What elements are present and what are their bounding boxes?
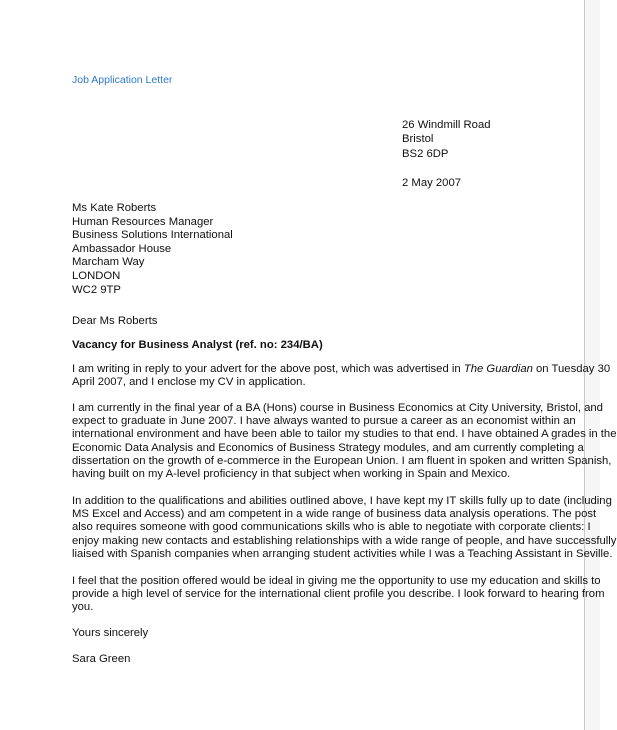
paragraph-3-line: In addition to the qualifications and abilities outlined above, I have kept my IT skills fully up to date (including xyxy=(72,495,612,507)
paragraph-2-line: having built on my A-level proficiency in that subject when working in Spain and Mexico. xyxy=(72,468,511,481)
paragraph-1-line-1 xyxy=(72,363,610,376)
sender-postcode: BS2 6DP xyxy=(402,147,449,160)
recipient-address xyxy=(72,202,233,297)
recipient-building: Ambassador House xyxy=(72,242,172,255)
paragraph-1-line-2: April 2007, and I enclose my CV in application. xyxy=(72,376,306,389)
paragraph-2-line: expect to graduate in June 2007. I have always wanted to pursue a career as an economist within an xyxy=(72,415,576,428)
paragraph-4 xyxy=(72,575,605,615)
recipient-street: Marcham Way xyxy=(72,256,145,269)
recipient-postcode: WC2 9TP xyxy=(72,283,121,296)
paragraph-4-line: provide a high level of service for the international client profile you describe. I look forward to hearing from xyxy=(72,588,605,601)
paragraph-3-line: also requires someone with good communications skills who is able to negotiate with corporate clients: I xyxy=(72,521,591,534)
salutation: Dear Ms Roberts xyxy=(72,315,158,327)
document-header-title: Job Application Letter xyxy=(72,74,173,86)
paragraph-4-line: I feel that the position offered would be ideal in giving me the opportunity to use my education and skills to xyxy=(72,575,601,587)
sender-address xyxy=(402,118,491,161)
paragraph-3 xyxy=(72,495,616,561)
sender-city: Bristol xyxy=(402,133,434,146)
recipient-city: LONDON xyxy=(72,269,121,282)
recipient-name: Ms Kate Roberts xyxy=(72,202,157,214)
closing: Yours sincerely xyxy=(72,627,149,639)
paragraph-1 xyxy=(72,363,610,389)
paragraph-2 xyxy=(72,402,617,481)
paragraph-2-line: Economic Data Analysis and Economics of Business Strategy modules, and am currently completing a xyxy=(72,441,584,454)
paragraph-1-text-b: on Tuesday 30 xyxy=(532,363,611,375)
paragraph-2-line: I am currently in the final year of a BA (Hons) course in Business Economics at City University, Bristol, and xyxy=(72,402,603,414)
paragraph-2-line: dissertation on the growth of e-commerce in the European Union. I am fluent in spoken and written Spanish, xyxy=(72,454,612,467)
sender-street: 26 Windmill Road xyxy=(402,119,491,131)
recipient-role: Human Resources Manager xyxy=(72,215,214,228)
paragraph-4-line: you. xyxy=(72,601,94,614)
paragraph-3-line: MS Excel and Access) and am competent in a wide range of business data analysis operations. The post xyxy=(72,508,597,521)
paragraph-2-line: international environment and have been able to tailor my studies to that end. I have obtained A grades in the xyxy=(72,428,617,441)
paragraph-1-text-a: I am writing in reply to your advert for the above post, which was advertised in xyxy=(72,363,464,375)
publication-name: The Guardian xyxy=(463,363,533,375)
paragraph-3-line: liaised with Spanish companies when arranging student activities while I was a Teaching Assistant in Seville. xyxy=(72,547,613,560)
subject-line: Vacancy for Business Analyst (ref. no: 234/BA) xyxy=(72,339,323,351)
paragraph-3-line: enjoy making new contacts and establishing relationships with a wide range of people, and have successfully xyxy=(72,534,617,547)
recipient-company: Business Solutions International xyxy=(72,229,233,242)
signature-name: Sara Green xyxy=(72,653,131,665)
letter-date: 2 May 2007 xyxy=(402,177,462,189)
